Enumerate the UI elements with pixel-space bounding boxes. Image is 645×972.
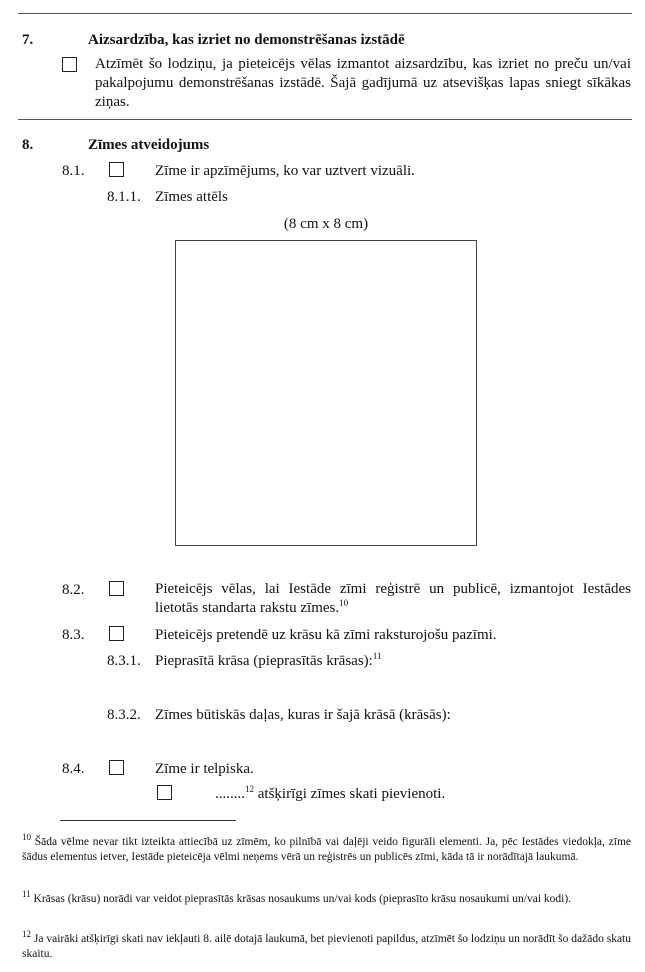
section-8-number: 8. — [22, 137, 34, 153]
item-8-3-number: 8.3. — [62, 627, 85, 643]
item-8-1-1-text: Zīmes attēls — [155, 189, 228, 205]
footnote-number: 11 — [22, 889, 31, 900]
item-8-2-number: 8.2. — [62, 582, 85, 598]
mark-image-box[interactable] — [175, 240, 477, 546]
footnote-ref-12: 12 — [245, 784, 254, 794]
footnote-number: 10 — [22, 832, 31, 843]
item-8-1-number: 8.1. — [62, 163, 85, 179]
item-8-3-2-number: 8.3.2. — [107, 707, 141, 723]
section-8-title: Zīmes atveidojums — [88, 137, 210, 153]
section-7-checkbox[interactable] — [62, 57, 77, 72]
item-8-3-2-text: Zīmes būtiskās daļas, kuras ir šajā krāsā (krāsās): — [155, 707, 451, 723]
item-8-2-checkbox[interactable] — [109, 581, 124, 596]
views-count-blank[interactable]: ........ — [215, 786, 245, 802]
image-size-label: (8 cm x 8 cm) — [283, 216, 369, 232]
item-8-3-checkbox[interactable] — [109, 626, 124, 641]
footnote-ref-10: 10 — [339, 598, 349, 608]
views-text: ........$^{12}$ atšķirīgi zīmes skati pievienoti. — [215, 784, 446, 802]
item-8-3-1-text: Pieprasītā krāsa (pieprasītās krāsas):$^{11}$ — [155, 651, 382, 669]
views-checkbox[interactable] — [157, 785, 172, 800]
section-7-number: 7. — [22, 32, 34, 48]
top-rule — [18, 13, 632, 14]
section-7-title: Aizsardzība, kas izriet no demonstrēšanas izstādē — [88, 32, 405, 48]
footnote-rule — [60, 820, 236, 821]
item-8-4-text: Zīme ir telpiska. — [155, 761, 254, 777]
footnote-12: $^{12}$ Ja vairāki atšķirīgi skati nav iekļauti 8. ailē dotajā laukumā, bet pievienoti papildus, atzīmēt šo lodziņu un norādīt šo dažādo skatu skaitu. — [22, 929, 631, 960]
item-8-3-text: Pieteicējs pretendē uz krāsu kā zīmi raksturojošu pazīmi. — [155, 627, 497, 643]
item-8-2-text: Pieteicējs vēlas, lai Iestāde zīmi reģistrē un publicē, izmantojot Iestādes lietotās standarta rakstu zīmes.$^{10}$ — [155, 581, 631, 616]
section-divider — [18, 119, 632, 120]
item-8-1-1-number: 8.1.1. — [107, 189, 141, 205]
footnote-11: $^{11}$ Krāsas (krāsu) norādi var veidot pieprasītās krāsas nosaukums un/vai kods (pieprasīto krāsu nosaukumi un/vai kodi). — [22, 889, 572, 905]
item-8-4-number: 8.4. — [62, 761, 85, 777]
footnote-10: $^{10}$ Šāda vēlme nevar tikt izteikta attiecībā uz zīmēm, ko pilnībā vai daļēji veido figurāli elementi. Ja, pēc Iestādes viedokļa, zīme šādus elementus ietver, Iestāde pieteicēja vēlmi neņems vērā un reģistrēs un publicēs zīmi, kāda tā ir norādītajā laukumā. — [22, 832, 631, 863]
item-8-1-checkbox[interactable] — [109, 162, 124, 177]
footnote-number: 12 — [22, 929, 31, 940]
item-8-1-text: Zīme ir apzīmējums, ko var uztvert vizuāli. — [155, 163, 415, 179]
item-8-3-1-number: 8.3.1. — [107, 653, 141, 669]
footnote-ref-11: 11 — [372, 651, 382, 661]
section-7-text: Atzīmēt šo lodziņu, ja pieteicējs vēlas izmantot aizsardzību, kas izriet no preču un/vai pakalpojumu demonstrēšanas izstādē. Šajā gadījumā uz atsevišķas lapas sniegt sīkākas ziņas. — [95, 56, 631, 110]
item-8-4-checkbox[interactable] — [109, 760, 124, 775]
